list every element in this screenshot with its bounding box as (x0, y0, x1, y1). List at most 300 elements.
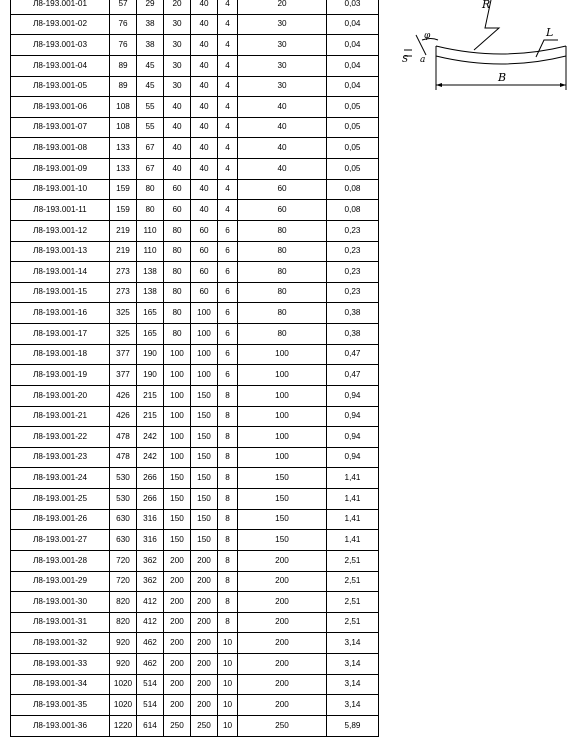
table-cell: 60 (238, 179, 327, 200)
table-cell: 10 (218, 715, 238, 736)
table-cell: Л8-193.001-31 (11, 612, 110, 633)
table-cell: 316 (137, 509, 164, 530)
table-cell: 8 (218, 592, 238, 613)
table-cell: 6 (218, 282, 238, 303)
table-cell: Л8-193.001-19 (11, 365, 110, 386)
table-row (11, 489, 379, 510)
table-cell: 150 (164, 530, 191, 551)
table-cell: 159 (110, 200, 137, 221)
table-cell: 3,14 (327, 695, 379, 716)
table-cell: 67 (137, 159, 164, 180)
table-cell: 108 (110, 97, 137, 118)
table-cell: 3,14 (327, 633, 379, 654)
table-cell: 0,08 (327, 179, 379, 200)
table-cell: Л8-193.001-15 (11, 282, 110, 303)
table-cell: 150 (238, 468, 327, 489)
table-cell: 242 (137, 427, 164, 448)
table-cell: 0,23 (327, 262, 379, 283)
table-cell: 200 (238, 612, 327, 633)
table-cell: 200 (164, 654, 191, 675)
table-cell: 80 (238, 282, 327, 303)
table-cell: 40 (191, 55, 218, 76)
table-cell: 219 (110, 241, 137, 262)
table-cell: 200 (238, 654, 327, 675)
table-cell: 40 (191, 179, 218, 200)
table-cell: 60 (164, 179, 191, 200)
table-row (11, 14, 379, 35)
table-row (11, 385, 379, 406)
table-cell: 325 (110, 303, 137, 324)
table-cell: Л8-193.001-21 (11, 406, 110, 427)
table-cell: 45 (137, 55, 164, 76)
table-cell: 250 (164, 715, 191, 736)
table-cell: 4 (218, 55, 238, 76)
table-cell: 76 (110, 14, 137, 35)
table-cell: 5,89 (327, 715, 379, 736)
table-cell: 720 (110, 550, 137, 571)
table-cell: Л8-193.001-07 (11, 117, 110, 138)
table-cell: 40 (191, 117, 218, 138)
table-cell: 3,14 (327, 654, 379, 675)
table-cell: Л8-193.001-24 (11, 468, 110, 489)
table-cell: 4 (218, 76, 238, 97)
table-cell: Л8-193.001-04 (11, 55, 110, 76)
table-cell: 80 (238, 324, 327, 345)
table-cell: 80 (238, 303, 327, 324)
table-cell: 30 (164, 76, 191, 97)
table-cell: 250 (191, 715, 218, 736)
table-cell: 0,38 (327, 324, 379, 345)
table-cell: 0,94 (327, 406, 379, 427)
table-cell: 100 (238, 385, 327, 406)
table-cell: 60 (191, 282, 218, 303)
table-cell: 273 (110, 282, 137, 303)
table-cell: 0,05 (327, 138, 379, 159)
table-cell: 8 (218, 509, 238, 530)
table-row (11, 344, 379, 365)
table-cell: 20 (238, 0, 327, 14)
table-row (11, 35, 379, 56)
table-cell: 6 (218, 303, 238, 324)
table-cell: 4 (218, 179, 238, 200)
table-row (11, 179, 379, 200)
table-row (11, 612, 379, 633)
table-cell: 200 (238, 592, 327, 613)
table-cell: 200 (164, 612, 191, 633)
table-cell: 80 (164, 324, 191, 345)
table-cell: 426 (110, 406, 137, 427)
table-cell: 0,38 (327, 303, 379, 324)
table-cell: 55 (137, 117, 164, 138)
table-cell: 462 (137, 654, 164, 675)
table-cell: 80 (238, 262, 327, 283)
table-cell: 8 (218, 468, 238, 489)
table-cell: 325 (110, 324, 137, 345)
table-cell: Л8-193.001-25 (11, 489, 110, 510)
table-cell: Л8-193.001-23 (11, 447, 110, 468)
label-a: a (420, 55, 426, 65)
table-cell: 40 (238, 138, 327, 159)
table-cell: 38 (137, 14, 164, 35)
table-cell: 362 (137, 550, 164, 571)
table-cell: Л8-193.001-16 (11, 303, 110, 324)
table-cell: 0,23 (327, 241, 379, 262)
table-cell: 30 (164, 55, 191, 76)
table-cell: 80 (238, 220, 327, 241)
plate-outer-arc (436, 46, 566, 54)
table-cell: 100 (164, 447, 191, 468)
table-cell: 30 (238, 55, 327, 76)
table-cell: 190 (137, 365, 164, 386)
table-cell: 215 (137, 406, 164, 427)
table-cell: 10 (218, 633, 238, 654)
table-cell: 4 (218, 200, 238, 221)
table-cell: 200 (164, 592, 191, 613)
table-cell: 200 (191, 592, 218, 613)
table-cell: 80 (164, 241, 191, 262)
table-row (11, 715, 379, 736)
table-cell: 1220 (110, 715, 137, 736)
table-cell: 200 (238, 550, 327, 571)
table-cell: 200 (164, 633, 191, 654)
table-cell: 4 (218, 14, 238, 35)
table-cell: Л8-193.001-12 (11, 220, 110, 241)
table-cell: Л8-193.001-06 (11, 97, 110, 118)
table-row (11, 571, 379, 592)
table-cell: 159 (110, 179, 137, 200)
table-cell: 362 (137, 571, 164, 592)
table-row (11, 159, 379, 180)
table-cell: 150 (191, 427, 218, 448)
table-cell: 165 (137, 303, 164, 324)
table-cell: 478 (110, 447, 137, 468)
table-cell: 200 (164, 674, 191, 695)
table-cell: 6 (218, 241, 238, 262)
label-r: R (482, 0, 491, 11)
table-cell: 60 (191, 262, 218, 283)
table-row (11, 138, 379, 159)
table-cell: 100 (238, 447, 327, 468)
table-cell: 29 (137, 0, 164, 14)
table-cell: 40 (191, 35, 218, 56)
table-cell: Л8-193.001-34 (11, 674, 110, 695)
table-row (11, 282, 379, 303)
table-cell: 820 (110, 612, 137, 633)
table-cell: 190 (137, 344, 164, 365)
table-cell: 165 (137, 324, 164, 345)
table-cell: 150 (191, 385, 218, 406)
table-cell: Л8-193.001-11 (11, 200, 110, 221)
table-cell: 720 (110, 571, 137, 592)
table-cell: 1020 (110, 674, 137, 695)
label-s: S (402, 55, 409, 65)
table-cell: 2,51 (327, 592, 379, 613)
table-cell: 133 (110, 159, 137, 180)
table-cell: 100 (164, 406, 191, 427)
table-cell: 8 (218, 530, 238, 551)
table-cell: 100 (191, 324, 218, 345)
table-cell: 38 (137, 35, 164, 56)
table-body (11, 0, 379, 736)
table-cell: 80 (164, 262, 191, 283)
table-cell: 40 (191, 138, 218, 159)
table-cell: 8 (218, 489, 238, 510)
table-row (11, 76, 379, 97)
table-cell: Л8-193.001-18 (11, 344, 110, 365)
table-cell: Л8-193.001-14 (11, 262, 110, 283)
table-cell: 108 (110, 117, 137, 138)
table-row (11, 241, 379, 262)
table-cell: 2,51 (327, 550, 379, 571)
table-cell: 110 (137, 241, 164, 262)
table-cell: 1,41 (327, 509, 379, 530)
table-cell: 0,94 (327, 447, 379, 468)
table-cell: 8 (218, 406, 238, 427)
table-cell: 100 (238, 344, 327, 365)
table-cell: 0,47 (327, 344, 379, 365)
table-cell: 614 (137, 715, 164, 736)
part-sketch (398, 0, 574, 95)
table-row (11, 654, 379, 675)
table-cell: 200 (238, 695, 327, 716)
table-cell: 150 (191, 489, 218, 510)
table-cell: 80 (137, 179, 164, 200)
table-cell: 4 (218, 35, 238, 56)
table-cell: 0,04 (327, 76, 379, 97)
table-cell: 530 (110, 468, 137, 489)
table-cell: 0,05 (327, 159, 379, 180)
table-cell: 4 (218, 159, 238, 180)
table-cell: 100 (191, 365, 218, 386)
table-cell: 40 (164, 138, 191, 159)
table-row (11, 200, 379, 221)
table-cell: 30 (164, 35, 191, 56)
table-cell: 0,05 (327, 97, 379, 118)
table-cell: 0,08 (327, 200, 379, 221)
table-cell: 100 (164, 427, 191, 448)
table-cell: 138 (137, 282, 164, 303)
table-cell: Л8-193.001-32 (11, 633, 110, 654)
table-cell: 100 (238, 365, 327, 386)
table-cell: 1020 (110, 695, 137, 716)
table-row (11, 117, 379, 138)
table-row (11, 509, 379, 530)
table-cell: 215 (137, 385, 164, 406)
table-cell: 4 (218, 0, 238, 14)
table-cell: 316 (137, 530, 164, 551)
table-cell: 30 (238, 14, 327, 35)
table-cell: Л8-193.001-33 (11, 654, 110, 675)
table-row (11, 674, 379, 695)
table-cell: 200 (238, 674, 327, 695)
table-cell: 150 (191, 509, 218, 530)
table-cell: 60 (238, 200, 327, 221)
table-cell: 200 (164, 571, 191, 592)
table-cell: 8 (218, 612, 238, 633)
table-cell: 0,03 (327, 0, 379, 14)
table-cell: 30 (238, 76, 327, 97)
table-cell: 478 (110, 427, 137, 448)
table-cell: 40 (238, 97, 327, 118)
table-row (11, 695, 379, 716)
table-cell: 40 (238, 117, 327, 138)
table-cell: 150 (191, 530, 218, 551)
table-cell: 55 (137, 97, 164, 118)
table-cell: 20 (164, 0, 191, 14)
table-cell: 0,04 (327, 14, 379, 35)
table-row (11, 55, 379, 76)
table-cell: Л8-193.001-13 (11, 241, 110, 262)
table-cell: 57 (110, 0, 137, 14)
table-cell: 8 (218, 550, 238, 571)
table-cell: 40 (191, 14, 218, 35)
table-cell: Л8-193.001-22 (11, 427, 110, 448)
table-cell: 820 (110, 592, 137, 613)
table-cell: 100 (191, 344, 218, 365)
table-cell: 40 (191, 159, 218, 180)
table-cell: 200 (191, 674, 218, 695)
table-cell: 514 (137, 695, 164, 716)
table-cell: 273 (110, 262, 137, 283)
table-cell: 10 (218, 654, 238, 675)
table-cell: 920 (110, 633, 137, 654)
table-cell: 4 (218, 97, 238, 118)
table-cell: 3,14 (327, 674, 379, 695)
table-cell: 150 (191, 447, 218, 468)
table-cell: 0,94 (327, 385, 379, 406)
table-cell: 100 (238, 406, 327, 427)
table-cell: Л8-193.001-05 (11, 76, 110, 97)
table-cell: 0,04 (327, 55, 379, 76)
table-cell: 150 (238, 489, 327, 510)
table-cell: 80 (164, 303, 191, 324)
table-cell: 630 (110, 530, 137, 551)
table-cell: 150 (238, 509, 327, 530)
table-cell: 1,41 (327, 489, 379, 510)
table-cell: Л8-193.001-35 (11, 695, 110, 716)
table-cell: 377 (110, 344, 137, 365)
table-row (11, 468, 379, 489)
table-cell: 150 (164, 468, 191, 489)
table-cell: 200 (191, 571, 218, 592)
table-cell: 200 (191, 695, 218, 716)
table-row (11, 530, 379, 551)
table-row (11, 97, 379, 118)
table-row (11, 262, 379, 283)
table-cell: 8 (218, 571, 238, 592)
table-cell: 80 (164, 282, 191, 303)
table-row (11, 365, 379, 386)
table-cell: 6 (218, 344, 238, 365)
table-cell: 412 (137, 612, 164, 633)
table-cell: 150 (191, 406, 218, 427)
table-cell: 138 (137, 262, 164, 283)
table-cell: 76 (110, 35, 137, 56)
table-row (11, 550, 379, 571)
table-cell: 2,51 (327, 571, 379, 592)
table-cell: 2,51 (327, 612, 379, 633)
table-cell: 200 (238, 571, 327, 592)
table-cell: Л8-193.001-08 (11, 138, 110, 159)
table-cell: 0,04 (327, 35, 379, 56)
table-cell: 40 (191, 200, 218, 221)
table-cell: 0,94 (327, 427, 379, 448)
table-cell: 150 (164, 489, 191, 510)
label-l: L (546, 26, 554, 39)
table-cell: 6 (218, 324, 238, 345)
table-cell: 200 (191, 550, 218, 571)
table-cell: 60 (191, 220, 218, 241)
table-cell: 10 (218, 695, 238, 716)
table-cell: 100 (238, 427, 327, 448)
table-cell: Л8-193.001-27 (11, 530, 110, 551)
table-cell: 0,05 (327, 117, 379, 138)
table-cell: 40 (164, 159, 191, 180)
table-cell: 60 (191, 241, 218, 262)
table-row (11, 427, 379, 448)
table-cell: 40 (164, 97, 191, 118)
table-cell: 89 (110, 76, 137, 97)
table-cell: Л8-193.001-01 (11, 0, 110, 14)
table-cell: 920 (110, 654, 137, 675)
table-cell: 80 (238, 241, 327, 262)
table-cell: 6 (218, 220, 238, 241)
table-cell: Л8-193.001-36 (11, 715, 110, 736)
table-cell: 266 (137, 489, 164, 510)
table-cell: 200 (164, 695, 191, 716)
table-cell: 30 (164, 14, 191, 35)
table-cell: 200 (191, 612, 218, 633)
table-cell: 80 (137, 200, 164, 221)
table-cell: 89 (110, 55, 137, 76)
label-phi: φ (424, 31, 431, 41)
table-cell: 0,47 (327, 365, 379, 386)
table-cell: 426 (110, 385, 137, 406)
table-cell: 4 (218, 138, 238, 159)
table-cell: Л8-193.001-02 (11, 14, 110, 35)
table-cell: 150 (238, 530, 327, 551)
table-cell: 6 (218, 262, 238, 283)
table-cell: Л8-193.001-26 (11, 509, 110, 530)
table-cell: 10 (218, 674, 238, 695)
table-cell: 200 (191, 633, 218, 654)
table-cell: 219 (110, 220, 137, 241)
table-row (11, 633, 379, 654)
label-b: B (498, 71, 507, 84)
table-cell: 0,23 (327, 282, 379, 303)
table-cell: Л8-193.001-03 (11, 35, 110, 56)
table-row (11, 406, 379, 427)
table-row (11, 220, 379, 241)
table-cell: 40 (191, 76, 218, 97)
table-cell: 0,23 (327, 220, 379, 241)
table-cell: 412 (137, 592, 164, 613)
table-cell: 40 (191, 97, 218, 118)
table-cell: 40 (191, 0, 218, 14)
table-cell: 40 (238, 159, 327, 180)
table-cell: 200 (191, 654, 218, 675)
table-cell: 150 (164, 509, 191, 530)
table-cell: 6 (218, 365, 238, 386)
table-cell: 100 (191, 303, 218, 324)
table-cell: 4 (218, 117, 238, 138)
table-cell: 514 (137, 674, 164, 695)
table-row (11, 324, 379, 345)
table-cell: 100 (164, 344, 191, 365)
table-cell: Л8-193.001-09 (11, 159, 110, 180)
table-cell: 1,41 (327, 530, 379, 551)
table-cell: 67 (137, 138, 164, 159)
